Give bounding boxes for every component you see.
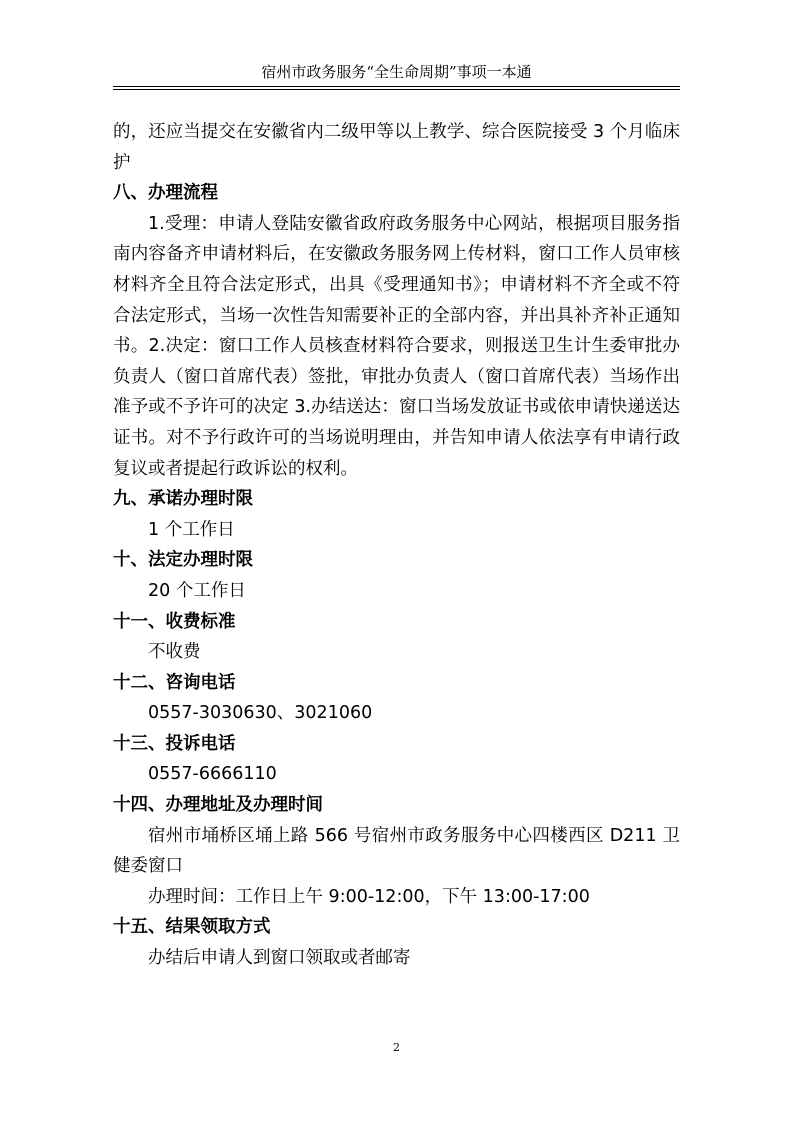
section-12-heading: 十二、咨询电话: [113, 672, 236, 693]
section-9-heading: 九、承诺办理时限: [113, 489, 253, 510]
continuation-paragraph: 的，还应当提交在安徽省内二级甲等以上教学、综合医院接受 3 个月临床护: [113, 122, 680, 173]
section-11-heading: 十一、收费标准: [113, 611, 236, 632]
section-11-text: 不收费: [148, 642, 201, 663]
section-9-text: 1 个工作日: [148, 519, 235, 540]
section-14-hours: 办理时间：工作日上午 9:00-12:00，下午 13:00-17:00: [148, 886, 590, 907]
section-8-text: 1.受理：申请人登陆安徽省政府政务服务中心网站，根据项目服务指南内容备齐申请材料后，在安徽政务服务网上传材料，窗口工作人员审核材料齐全且符合法定形式，出具《受理通知书》；申请材料不齐全或不符合法定形式，当场一次性告知需要补正的全部内容，并出具补齐补正通知书。2.决定：窗口工作人员核查材料符合要求，则报送卫生计生委审批办负责人（窗口首席代表）签批，审批办负责人（窗口首席代表）当场作出准予或不予许可的决定 3.办结送达：窗口当场发放证书或依申请快递送达证书。对不予行政许可的当场说明理由，并告知申请人依法享有申请行政复议或者提起行政诉讼的权利。: [113, 213, 680, 479]
page-header: 宿州市政务服务“全生命周期”事项一本通: [261, 63, 532, 81]
section-15-heading: 十五、结果领取方式: [113, 917, 271, 938]
section-14-address: 宿州市埇桥区埇上路 566 号宿州市政务服务中心四楼西区 D211 卫健委窗口: [113, 825, 680, 877]
page-number: 2: [393, 1041, 400, 1054]
section-13-text: 0557-6666110: [148, 764, 277, 785]
document-body: [113, 117, 680, 974]
section-13-heading: 十三、投诉电话: [113, 733, 236, 754]
section-10-heading: 十、法定办理时限: [113, 550, 253, 571]
header-rule: [113, 86, 680, 87]
section-10-text: 20 个工作日: [148, 580, 246, 601]
section-14-heading: 十四、办理地址及办理时间: [113, 795, 323, 816]
section-15-text: 办结后申请人到窗口领取或者邮寄: [148, 948, 411, 969]
section-8-heading: 八、办理流程: [113, 183, 218, 204]
section-12-text: 0557-3030630、3021060: [148, 703, 373, 724]
header-rule-secondary: [113, 89, 680, 90]
